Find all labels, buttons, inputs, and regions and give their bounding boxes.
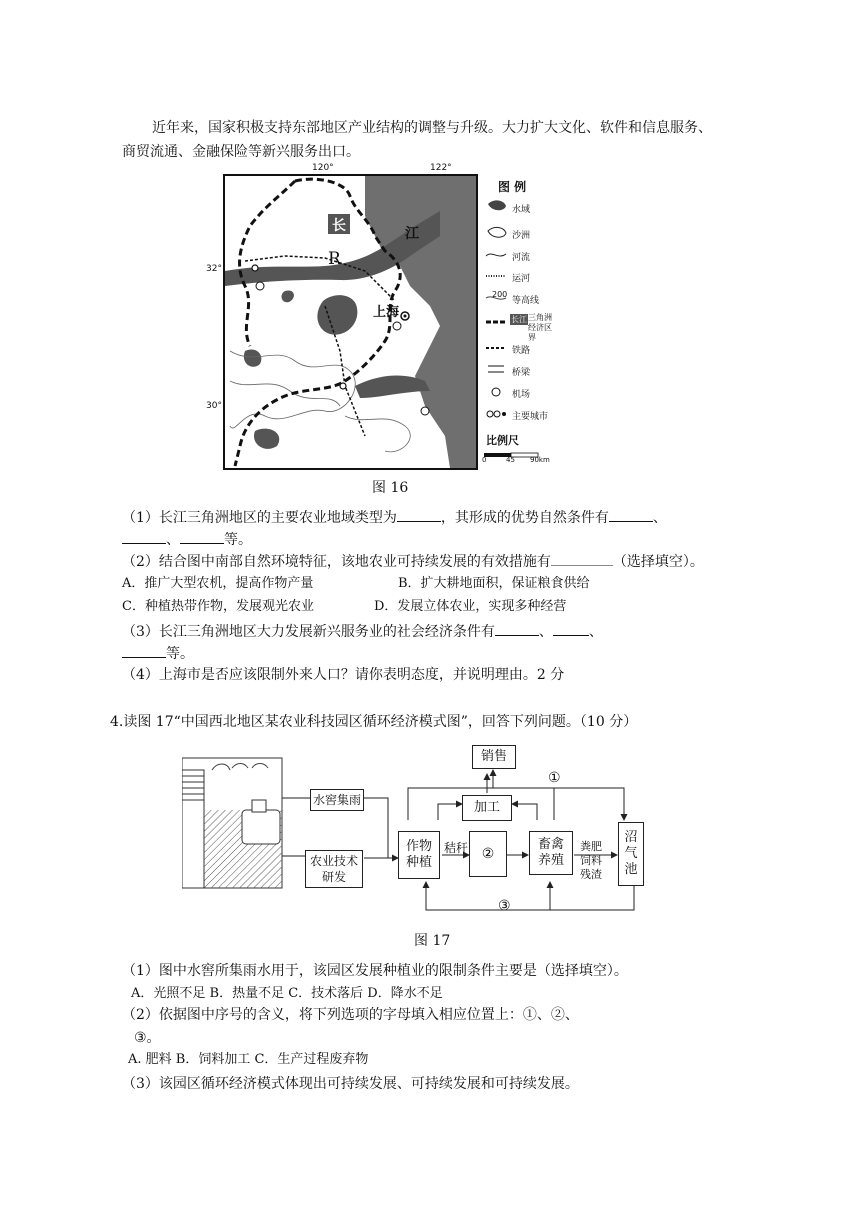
q3-p3-blank-1[interactable] <box>495 621 539 636</box>
q3-p2-blank[interactable] <box>551 551 613 566</box>
q3-p1-blank-4[interactable] <box>180 529 224 544</box>
water-cellar-box: 水窖集雨 <box>310 789 364 811</box>
livestock-box: 畜禽养殖 <box>529 831 573 875</box>
legend-contour: 等高线 <box>512 296 540 306</box>
lat-label-30: 30° <box>206 401 222 411</box>
q3-part3-line2 <box>122 643 194 664</box>
feed-residue-label: 饲料残渣 <box>580 854 602 881</box>
q3-p1-blank-2[interactable] <box>609 507 653 522</box>
legend-city: 主要城市 <box>512 412 549 422</box>
legend-bridge: 桥梁 <box>512 368 531 378</box>
legend-contour-value: 200 <box>492 290 508 299</box>
q4-q2-line2: ③。 <box>134 1030 161 1046</box>
legend-river: 河流 <box>512 253 531 263</box>
q3-p1-text-e: 等。 <box>224 532 252 548</box>
legend-water: 水域 <box>512 205 531 215</box>
circle-3-label: ③ <box>498 898 511 914</box>
manure-label: 粪肥 <box>580 840 602 853</box>
crop-box: 作物种植 <box>398 831 440 879</box>
q3-part2 <box>122 551 704 572</box>
circle-1-label: ① <box>548 770 561 786</box>
q4-q3: （3）该园区循环经济模式体现出可持续发展、可持续发展和可持续发展。 <box>122 1076 579 1092</box>
q3-p3-blank-3[interactable] <box>122 643 166 658</box>
q3-part3-line1 <box>122 621 603 642</box>
scale-tick-0: 0 <box>482 456 487 464</box>
map-legend <box>484 176 554 466</box>
q3-p3-text-c: 、 <box>588 624 603 640</box>
q3-p2-text: （2）结合图中南部自然环境特征，该地农业可持续发展的有效措施有 <box>122 554 551 570</box>
processing-box: 加工 <box>462 795 512 821</box>
circle-2-box: ② <box>469 831 507 877</box>
intro-line-2: 商贸流通、金融保险等新兴服务出口。 <box>122 144 360 160</box>
map-label-r: R <box>328 249 341 269</box>
scale-tick-45: 45 <box>506 456 515 464</box>
q3-p3-text-a: （3）长江三角洲地区大力发展新兴服务业的社会经济条件有 <box>122 624 495 640</box>
lon-label-122: 122° <box>430 163 452 173</box>
legend-boundary-box: 长江 <box>511 315 527 324</box>
q4-q1: （1）图中水窖所集雨水用于，该园区发展种植业的限制条件主要是（选择填空）。 <box>122 963 628 979</box>
figure-16-caption: 图 16 <box>372 480 409 496</box>
straw-label: 秸秆 <box>444 841 469 855</box>
intro-line-1: 近年来，国家积极支持东部地区产业结构的调整与升级。大力扩大文化、软件和信息服务、 <box>152 120 712 136</box>
q3-opt-c: C．种植热带作物，发展观光农业 <box>122 599 314 614</box>
q3-p1-text-b: ，其形成的优势自然条件有 <box>440 510 609 526</box>
q3-p1-text-c: 、 <box>652 510 667 526</box>
q3-p1-text-d: 、 <box>166 532 180 548</box>
map-label-jiang: 江 <box>405 226 419 242</box>
q3-p3-blank-2[interactable] <box>553 621 589 636</box>
q3-p2-end: （选择填空）。 <box>612 554 704 570</box>
map-drawing <box>225 176 476 468</box>
legend-canal: 运河 <box>512 274 531 284</box>
legend-sandbar: 沙洲 <box>512 231 531 241</box>
figure-17-caption: 图 17 <box>414 933 451 949</box>
q4-title: 4.读图 17“中国西北地区某农业科技园区循环经济模式图”，回答下列问题。（10 分） <box>110 714 638 730</box>
legend-title: 图 例 <box>498 180 527 194</box>
q4-q2-options: A. 肥料 B．饲料加工 C．生产过程废弃物 <box>128 1052 369 1067</box>
q3-part1-line2 <box>122 529 252 550</box>
q3-p1-blank-1[interactable] <box>397 507 441 522</box>
q3-opt-a: A．推广大型农机，提高作物产量 <box>122 576 314 591</box>
legend-boundary: 三角洲经济区界 <box>528 313 552 342</box>
biogas-box: 沼气池 <box>618 822 644 886</box>
q3-part4: （4）上海市是否应该限制外来人口？请你表明态度，并说明理由。2 分 <box>122 667 565 683</box>
map-label-chang: 长 <box>332 218 346 234</box>
agri-research-box: 农业技术研发 <box>305 850 363 888</box>
legend-airport: 机场 <box>512 390 531 400</box>
sales-box: 销售 <box>472 745 516 769</box>
cycle-diagram-lines <box>182 740 642 920</box>
q3-p3-text-b: 、 <box>538 624 553 640</box>
lat-label-32: 32° <box>206 264 222 274</box>
q3-opt-d: D．发展立体农业，实现多种经营 <box>374 599 567 614</box>
q3-p3-text-d: 等。 <box>166 646 194 662</box>
legend-railway: 铁路 <box>512 346 531 356</box>
scale-tick-90: 90km <box>530 456 550 464</box>
q3-p1-blank-3[interactable] <box>122 529 166 544</box>
yangtze-delta-map <box>223 174 478 470</box>
scale-title: 比例尺 <box>486 434 519 447</box>
q4-q2-line1: （2）依据图中序号的含义，将下列选项的字母填入相应位置上：①、②、 <box>122 1007 579 1023</box>
q3-p1-text-a: （1）长江三角洲地区的主要农业地域类型为 <box>122 510 397 526</box>
map-label-shanghai: 上海 <box>373 305 400 320</box>
lon-label-120: 120° <box>312 163 334 173</box>
q3-part1-line1 <box>122 507 667 528</box>
q4-q1-options: A．光照不足 B．热量不足 C．技术落后 D．降水不足 <box>131 986 443 1001</box>
q3-opt-b: B．扩大耕地面积，保证粮食供给 <box>398 576 590 591</box>
